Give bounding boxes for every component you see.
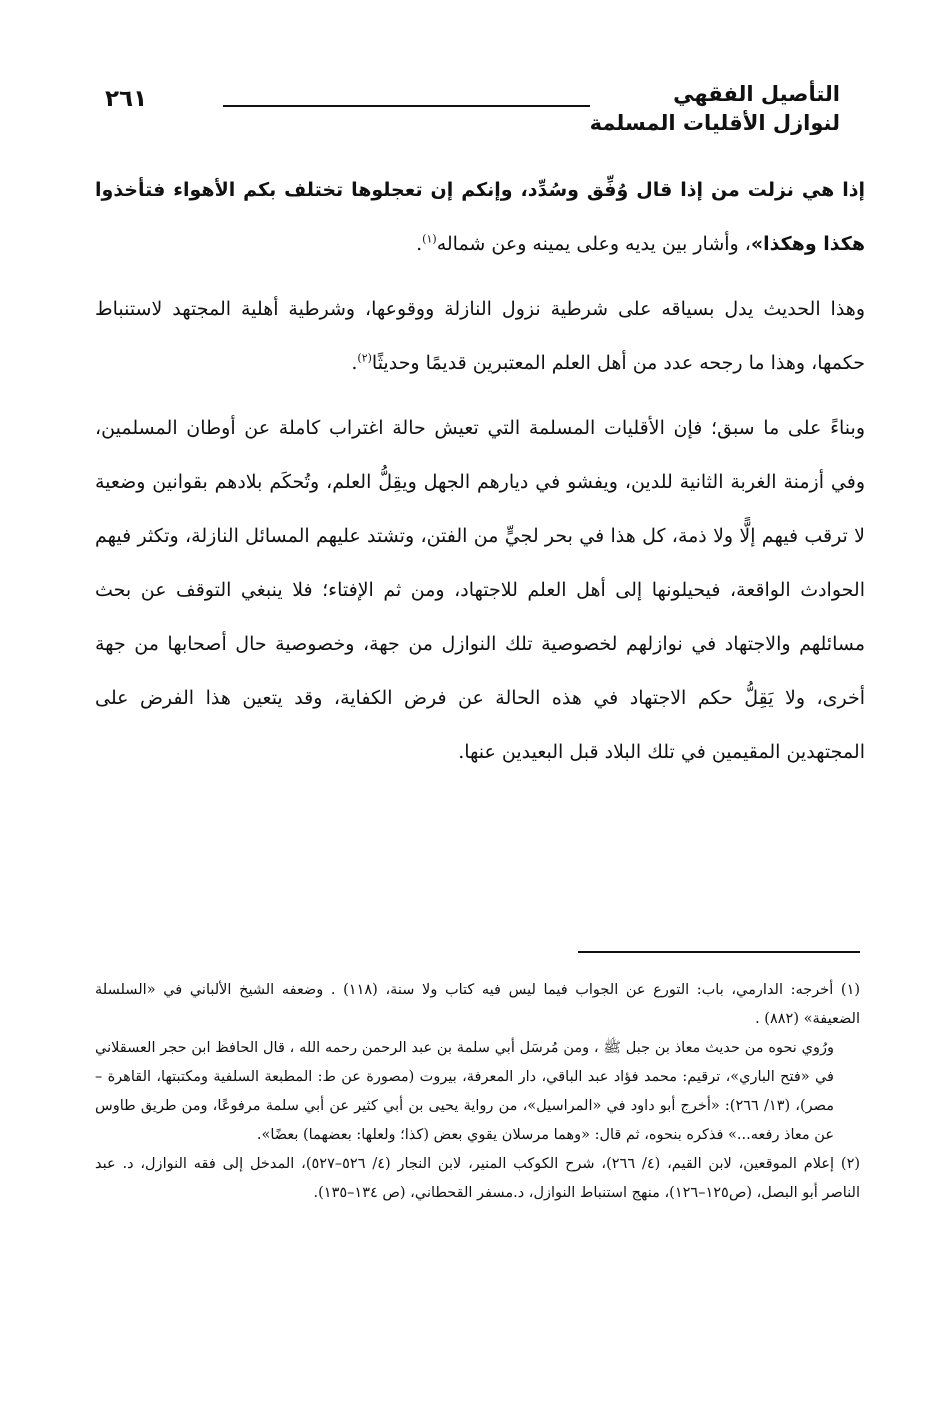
footnote-2 [95, 1150, 860, 1208]
paragraph-1-rest: ، وأشار بين يديه وعلى يمينه وعن شماله [436, 233, 751, 255]
footnote-ref-1[interactable]: (١) [422, 232, 437, 246]
footnote-1-number: (١) [840, 982, 861, 998]
book-title-line-2: لنوازل الأقليات المسلمة [589, 111, 840, 135]
page-number: ٢٦١ [105, 86, 148, 112]
paragraph-2 [95, 282, 865, 390]
footnote-1 [95, 976, 860, 1034]
paragraph-3: وبناءً على ما سبق؛ فإن الأقليات المسلمة التي تعيش حالة اغتراب كاملة عن أوطان المسلمين، وفي أزمنة الغربة الثانية للدين، ويفشو في ديارهم الجهل ويقِلُّ العلم، وتُحكَم بلادهم بقوانين وضعية لا ترقب فيهم إلًّا ولا ذمة، كل هذا في بحر لجيٍّ من الفتن، وتشتد عليهم المسائل النازلة، وتكثر فيهم الحوادث الواقعة، فيحيلونها إلى أهل العلم للاجتهاد، ومن ثم الإفتاء؛ فلا ينبغي التوقف عن بحث مسائلهم والاجتهاد في نوازلهم لخصوصية تلك النوازل من جهة، وخصوصية حال أصحابها من جهة أخرى، ولا يَقِلُّ حكم الاجتهاد في هذه الحالة عن فرض الكفاية، وقد يتعين هذا الفرض على المجتهدين المقيمين في تلك البلاد قبل البعيدين عنها. [95, 417, 865, 763]
footnote-1-continuation: ورُوي نحوه من حديث معاذ بن جبل ﷺ ، ومن مُرسَل أبي سلمة بن عبد الرحمن رحمه الله ، قال الحافظ ابن حجر العسقلاني في «فتح الباري»، ترقيم: محمد فؤاد عبد الباقي، دار المعرفة، بيروت (مصورة عن ط: المطبعة السلفية ومكتبتها، القاهرة – مصر)، (١٣/ ٢٦٦): «أخرج أبو داود في «المراسيل»، من رواية يحيى بن أبي كثير عن أبي سلمة مرفوعًا، ومن طريق طاوس عن معاذ رفعه...» فذكره بنحوه، ثم قال: «وهما مرسلان يقوي بعض (كذا؛ ولعلها: بعضهما) بعضًا». [95, 1040, 834, 1143]
footnote-2-text: إعلام الموقعين، لابن القيم، (٤/ ٢٦٦)، شرح الكوكب المنير، لابن النجار (٤/ ٥٢٦–٥٢٧)، المدخل إلى فقه النوازل، د. عبد الناصر أبو البصل، (ص١٢٥–١٢٦)، منهج استنباط النوازل، د.مسفر القحطاني، (ص ١٣٤–١٣٥). [95, 1156, 860, 1201]
paragraph-2-text: وهذا الحديث يدل بسياقه على شرطية نزول النازلة ووقوعها، وشرطية أهلية المجتهد لاستنباط حكمها، وهذا ما رجحه عدد من أهل العلم المعتبرين قديمًا وحديثًا [95, 298, 865, 374]
footnotes [95, 976, 860, 1208]
footnote-ref-2[interactable]: (٢) [357, 351, 372, 365]
running-header [95, 80, 840, 150]
footnote-2-number: (٢) [840, 1156, 861, 1172]
paragraph-2-end: . [351, 352, 358, 374]
footnote-separator [578, 951, 860, 953]
header-rule [223, 105, 590, 107]
paragraph-1-end: . [416, 233, 423, 255]
book-title [590, 80, 840, 138]
body-text [95, 163, 865, 779]
footnote-1-text: أخرجه: الدارمي، باب: التورع عن الجواب فيما ليس فيه كتاب ولا سنة، (١١٨) . وضعفه الشيخ الألباني في «السلسلة الضعيفة» (٨٨٢) . [95, 982, 860, 1027]
paragraph-1 [95, 163, 865, 271]
book-title-line-1: التأصيل الفقهي [673, 82, 840, 106]
hadith-quote: إذا هي نزلت من إذا قال وُفِّق وسُدِّد، وإنكم إن تعجلوها تختلف بكم الأهواء فتأخذوا هكذا وهكذا» [95, 179, 865, 255]
